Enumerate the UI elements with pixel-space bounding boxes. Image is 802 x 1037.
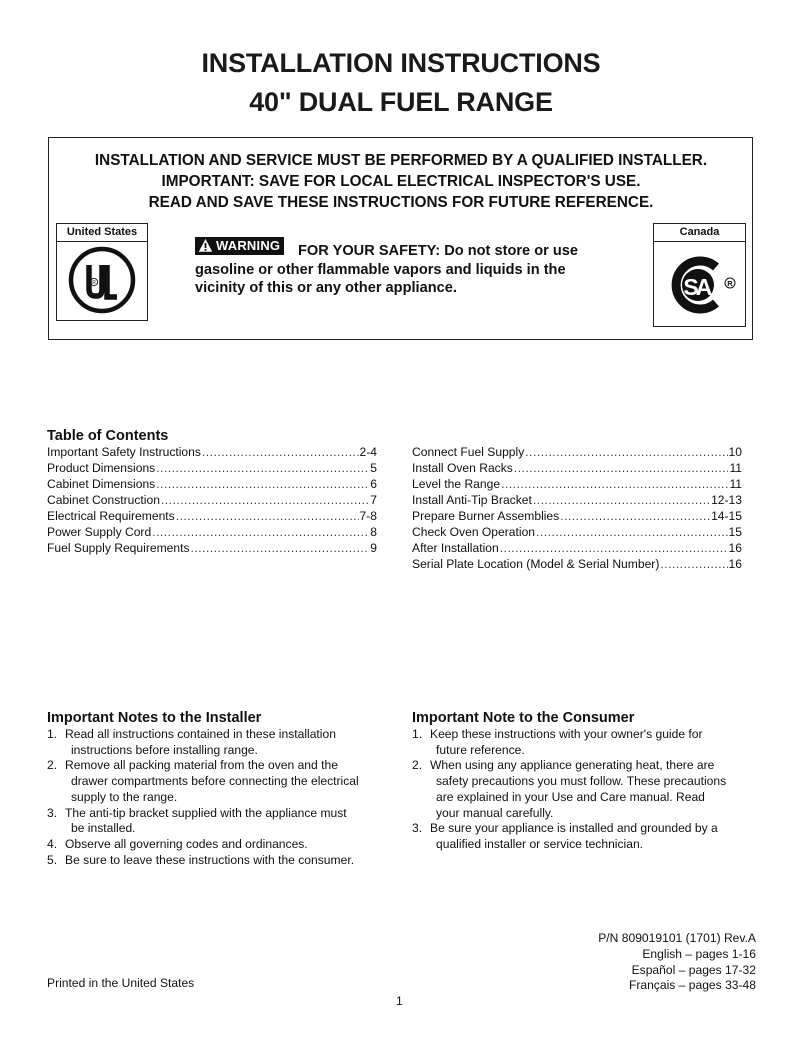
toc-entry-page: 15 xyxy=(728,525,742,539)
warning-triangle-icon xyxy=(198,237,213,258)
document-title-line1: INSTALLATION INSTRUCTIONS xyxy=(201,48,601,78)
toc-entry-label: Install Oven Racks xyxy=(412,461,513,475)
warning-text-line1: FOR YOUR SAFETY: Do not store or use xyxy=(298,243,579,259)
toc-entry xyxy=(412,444,742,460)
toc-entry xyxy=(412,476,742,492)
list-item: 1. Read all instructions contained in these installation instructions before installing range. xyxy=(47,727,336,757)
toc-leader xyxy=(161,492,369,508)
toc-entry xyxy=(47,492,377,508)
toc-entry xyxy=(47,460,377,476)
installer-notes-heading: Important Notes to the Installer xyxy=(47,710,262,726)
document-title-line2: 40" DUAL FUEL RANGE xyxy=(249,87,553,117)
list-item: 3. The anti-tip bracket supplied with the appliance must be installed. xyxy=(47,805,347,836)
toc-leader xyxy=(202,444,359,460)
svg-text:S: S xyxy=(683,274,699,300)
language-english-pages: English – pages 1-16 xyxy=(642,947,756,961)
warning-text-line2: gasoline or other flammable vapors and liquids in the xyxy=(195,262,566,278)
ul-logo-icon xyxy=(57,241,147,320)
csa-certification-panel xyxy=(653,223,746,327)
toc-leader xyxy=(152,524,369,540)
warning-badge xyxy=(195,237,284,255)
toc-entry-page: 5 xyxy=(370,461,377,475)
toc-leader xyxy=(536,524,728,540)
notice-line-inspector: IMPORTANT: SAVE FOR LOCAL ELECTRICAL INSPECTOR'S USE. xyxy=(161,173,641,190)
toc-left-column xyxy=(47,444,377,556)
toc-entry-label: Power Supply Cord xyxy=(47,525,152,539)
toc-entry-label: Cabinet Dimensions xyxy=(47,477,156,491)
toc-leader xyxy=(176,508,359,524)
toc-leader xyxy=(660,556,727,572)
svg-text:R: R xyxy=(727,279,733,288)
list-item: 5. Be sure to leave these instructions with the consumer. xyxy=(47,852,355,867)
printed-in-note: Printed in the United States xyxy=(47,976,195,990)
toc-entry-label: Product Dimensions xyxy=(47,461,156,475)
language-francais-pages: Français – pages 33-48 xyxy=(628,978,756,992)
list-item: 2. Remove all packing material from the oven and the drawer compartments before connecting the electrical supply to the range. xyxy=(47,758,359,804)
svg-text:A: A xyxy=(695,274,713,300)
toc-entry-page: 14-15 xyxy=(711,509,742,523)
toc-entry-page: 7 xyxy=(370,493,377,507)
toc-entry-page: 16 xyxy=(728,557,742,571)
toc-entry-label: Electrical Requirements xyxy=(47,509,175,523)
part-number: P/N 809019101 (1701) Rev.A xyxy=(598,931,756,945)
toc-entry xyxy=(47,444,377,460)
toc-entry-page: 7-8 xyxy=(359,509,377,523)
toc-entry xyxy=(412,540,742,556)
page-number: 1 xyxy=(396,994,403,1008)
toc-leader xyxy=(525,444,727,460)
toc-entry-page: 16 xyxy=(728,541,742,555)
toc-leader xyxy=(191,540,370,556)
toc-leader xyxy=(560,508,710,524)
toc-entry-page: 12-13 xyxy=(711,493,742,507)
list-item: 1. Keep these instructions with your owner's guide for future reference. xyxy=(412,727,703,757)
toc-entry-label: Connect Fuel Supply xyxy=(412,445,525,459)
toc-entry-page: 10 xyxy=(728,445,742,459)
toc-entry-page: 11 xyxy=(729,461,742,475)
toc-entry-page: 6 xyxy=(370,477,377,491)
toc-heading: Table of Contents xyxy=(47,428,169,444)
warning-text-line3: vicinity of this or any other appliance. xyxy=(195,280,457,296)
ul-certification-panel xyxy=(56,223,148,321)
toc-entry xyxy=(412,508,742,524)
list-item: 4. Observe all governing codes and ordinances. xyxy=(47,836,308,851)
consumer-notes-list xyxy=(412,727,762,853)
toc-entry-label: Prepare Burner Assemblies xyxy=(412,509,560,523)
list-item: 3. Be sure your appliance is installed and grounded by a qualified installer or service technician. xyxy=(412,821,718,851)
toc-leader xyxy=(156,460,369,476)
svg-text:R: R xyxy=(92,280,96,287)
consumer-notes-heading: Important Note to the Consumer xyxy=(412,710,635,726)
toc-entry xyxy=(47,476,377,492)
toc-entry-label: Cabinet Construction xyxy=(47,493,160,507)
toc-leader xyxy=(533,492,710,508)
warning-badge-label: WARNING xyxy=(216,238,281,253)
list-item: 2. When using any appliance generating heat, there are safety precautions you must follow. These precautions are explained in your Use and Care manual. Read your manual carefully. xyxy=(412,758,727,820)
toc-entry-page: 2-4 xyxy=(359,445,377,459)
toc-entry xyxy=(412,460,742,476)
installer-notes-list xyxy=(47,727,392,868)
canada-label: Canada xyxy=(654,224,745,242)
language-espanol-pages: Español – pages 17-32 xyxy=(631,963,756,977)
toc-leader xyxy=(501,476,728,492)
toc-entry-page: 11 xyxy=(729,477,742,491)
notice-line-save-instructions: READ AND SAVE THESE INSTRUCTIONS FOR FUTURE REFERENCE. xyxy=(148,194,654,211)
toc-entry-page: 9 xyxy=(370,541,377,555)
toc-entry-label: After Installation xyxy=(412,541,499,555)
toc-entry-label: Important Safety Instructions xyxy=(47,445,201,459)
toc-entry-label: Level the Range xyxy=(412,477,501,491)
united-states-label: United States xyxy=(57,224,147,242)
toc-entry xyxy=(47,524,377,540)
toc-leader xyxy=(156,476,369,492)
toc-entry xyxy=(47,508,377,524)
toc-entry-label: Fuel Supply Requirements xyxy=(47,541,190,555)
csa-logo-icon xyxy=(654,241,745,326)
toc-entry-label: Check Oven Operation xyxy=(412,525,536,539)
toc-entry xyxy=(47,540,377,556)
toc-entry-page: 8 xyxy=(370,525,377,539)
toc-entry xyxy=(412,524,742,540)
toc-entry-label: Serial Plate Location (Model & Serial Number) xyxy=(412,557,660,571)
notice-line-qualified-installer: INSTALLATION AND SERVICE MUST BE PERFORMED BY A QUALIFIED INSTALLER. xyxy=(94,152,708,169)
toc-entry-label: Install Anti-Tip Bracket xyxy=(412,493,532,507)
toc-leader xyxy=(500,540,728,556)
toc-entry xyxy=(412,556,742,572)
toc-leader xyxy=(514,460,729,476)
toc-entry xyxy=(412,492,742,508)
toc-right-column xyxy=(412,444,742,572)
